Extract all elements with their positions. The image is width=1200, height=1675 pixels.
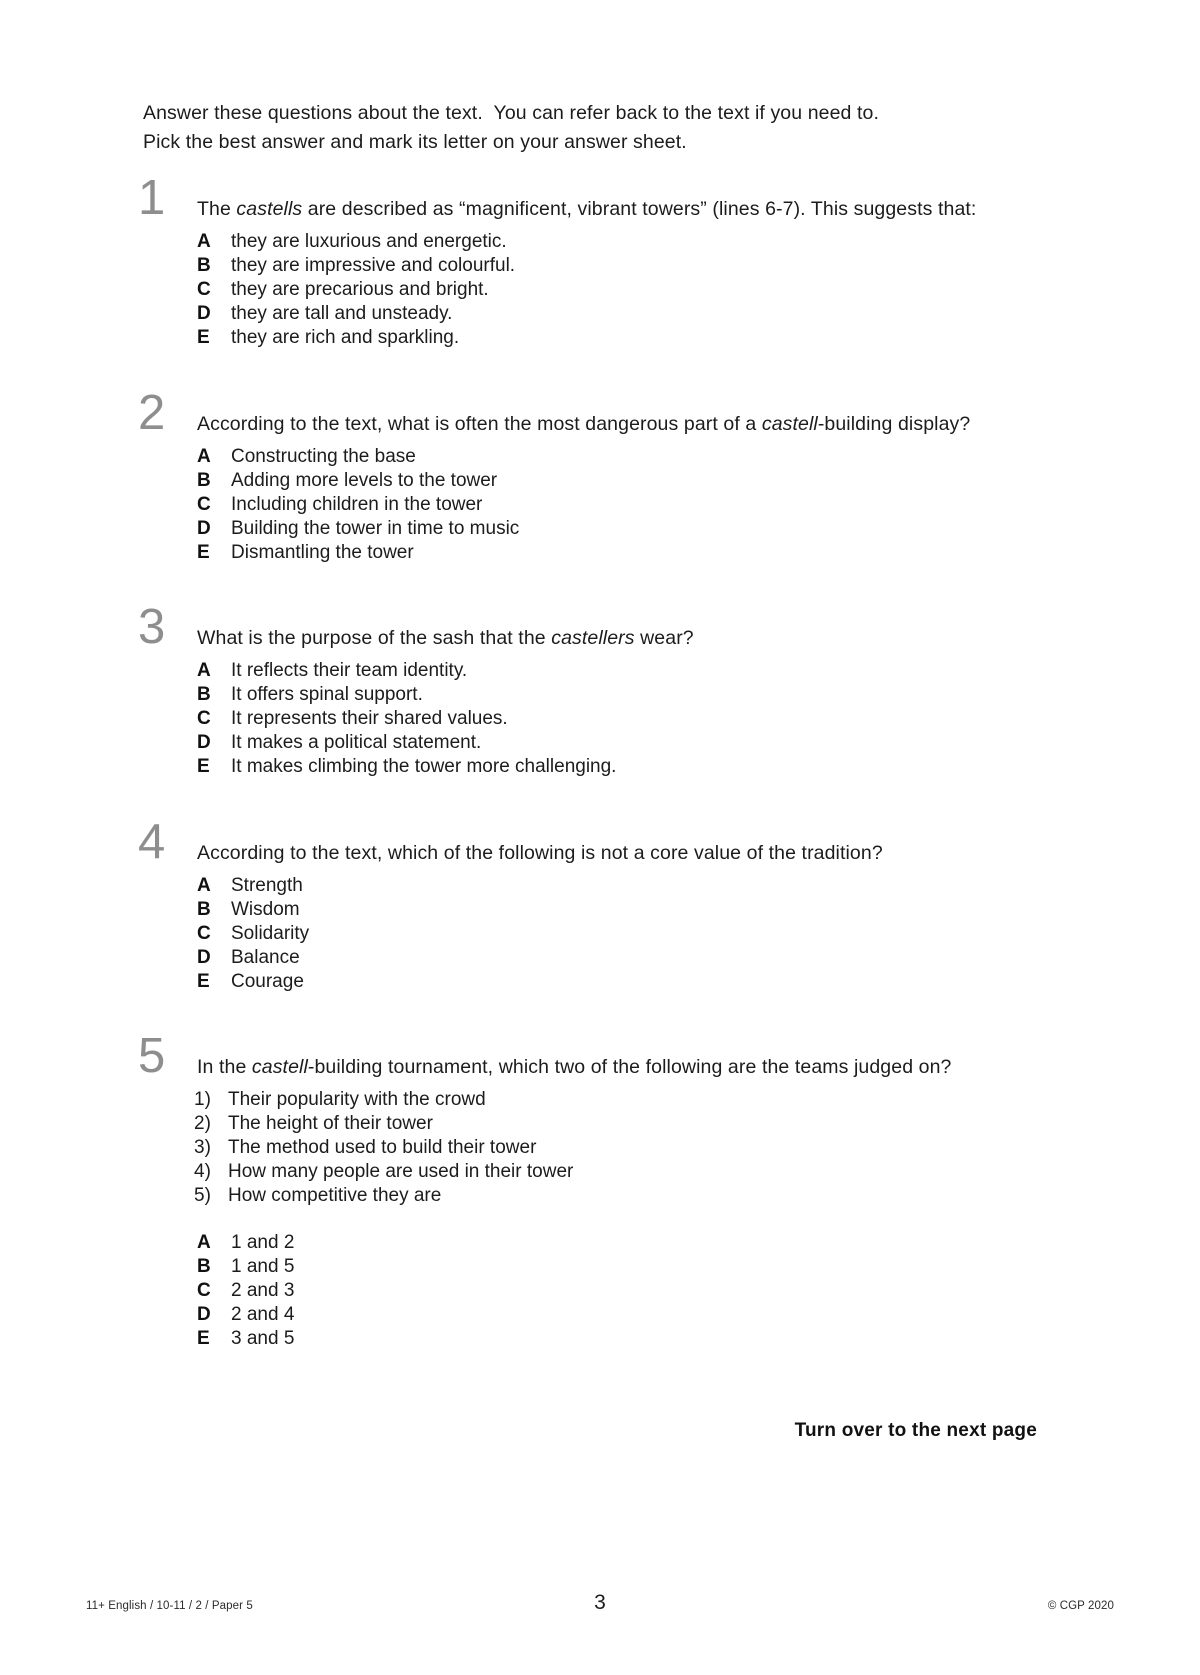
option-letter: E bbox=[197, 971, 210, 992]
option-letter: C bbox=[197, 279, 211, 300]
option-list-3 bbox=[197, 659, 1057, 779]
option-row[interactable] bbox=[197, 707, 1057, 731]
sub-item-text: Their popularity with the crowd bbox=[228, 1089, 486, 1110]
option-row[interactable] bbox=[197, 1255, 1057, 1279]
option-letter: E bbox=[197, 756, 210, 777]
sub-item-marker: 3) bbox=[194, 1137, 211, 1158]
option-text: 3 and 5 bbox=[231, 1328, 295, 1349]
sub-item-row bbox=[194, 1088, 1054, 1112]
option-list-4 bbox=[197, 874, 1057, 994]
option-text: Dismantling the tower bbox=[231, 542, 414, 563]
option-text: Constructing the base bbox=[231, 446, 416, 467]
option-text: 1 and 5 bbox=[231, 1256, 295, 1277]
sub-item-text: The method used to build their tower bbox=[228, 1137, 537, 1158]
footer-copyright: © CGP 2020 bbox=[1047, 1600, 1114, 1612]
option-letter: A bbox=[197, 875, 211, 896]
option-row[interactable] bbox=[197, 1279, 1057, 1303]
option-letter: D bbox=[197, 732, 211, 753]
option-row[interactable] bbox=[197, 1231, 1057, 1255]
option-text: It reflects their team identity. bbox=[231, 660, 468, 681]
option-list-5 bbox=[197, 1231, 1057, 1351]
option-letter: E bbox=[197, 327, 210, 348]
question-stem-4: According to the text, which of the following is not a core value of the tradition? bbox=[197, 842, 883, 864]
option-text: they are precarious and bright. bbox=[231, 279, 489, 300]
option-letter: D bbox=[197, 303, 211, 324]
option-text: 1 and 2 bbox=[231, 1232, 295, 1253]
sub-item-marker: 5) bbox=[194, 1185, 211, 1206]
option-letter: C bbox=[197, 923, 211, 944]
option-row[interactable] bbox=[197, 946, 1057, 970]
option-row[interactable] bbox=[197, 493, 1057, 517]
option-row[interactable] bbox=[197, 1327, 1057, 1351]
option-letter: A bbox=[197, 446, 211, 467]
option-row[interactable] bbox=[197, 683, 1057, 707]
option-letter: B bbox=[197, 684, 211, 705]
instructions-block bbox=[143, 99, 1043, 157]
question-number-5: 5 bbox=[138, 1029, 165, 1083]
question-stem-1: The castells are described as “magnificent, vibrant towers” (lines 6-7). This suggests that: bbox=[197, 198, 977, 220]
option-text: they are rich and sparkling. bbox=[231, 327, 460, 348]
option-text: they are tall and unsteady. bbox=[231, 303, 453, 324]
option-text: they are luxurious and energetic. bbox=[231, 231, 507, 252]
option-letter: B bbox=[197, 470, 211, 491]
question-number-3: 3 bbox=[138, 600, 165, 654]
option-row[interactable] bbox=[197, 469, 1057, 493]
sub-item-marker: 1) bbox=[194, 1089, 211, 1110]
question-stem-2: According to the text, what is often the most dangerous part of a castell-building display? bbox=[197, 413, 971, 435]
sub-item-list-5 bbox=[194, 1088, 1054, 1208]
option-row[interactable] bbox=[197, 302, 1057, 326]
option-text: It makes climbing the tower more challenging. bbox=[231, 756, 617, 777]
option-letter: A bbox=[197, 1232, 211, 1253]
option-text: they are impressive and colourful. bbox=[231, 255, 516, 276]
option-letter: C bbox=[197, 708, 211, 729]
sub-item-row bbox=[194, 1112, 1054, 1136]
option-letter: E bbox=[197, 542, 210, 563]
footer-page-number: 3 bbox=[594, 1591, 606, 1614]
option-text: 2 and 3 bbox=[231, 1280, 295, 1301]
question-number-2: 2 bbox=[138, 386, 165, 440]
option-letter: D bbox=[197, 947, 211, 968]
instructions-line-2: Pick the best answer and mark its letter on your answer sheet. bbox=[143, 131, 687, 153]
sub-item-row bbox=[194, 1136, 1054, 1160]
sub-item-text: How many people are used in their tower bbox=[228, 1161, 574, 1182]
option-row[interactable] bbox=[197, 659, 1057, 683]
option-letter: B bbox=[197, 1256, 211, 1277]
option-text: It makes a political statement. bbox=[231, 732, 482, 753]
sub-item-row bbox=[194, 1160, 1054, 1184]
option-row[interactable] bbox=[197, 970, 1057, 994]
option-list-2 bbox=[197, 445, 1057, 565]
option-letter: B bbox=[197, 899, 211, 920]
option-row[interactable] bbox=[197, 1303, 1057, 1327]
option-row[interactable] bbox=[197, 731, 1057, 755]
option-text: It offers spinal support. bbox=[231, 684, 423, 705]
option-text: Strength bbox=[231, 875, 303, 896]
sub-item-marker: 4) bbox=[194, 1161, 211, 1182]
footer-paper-reference: 11+ English / 10-11 / 2 / Paper 5 bbox=[86, 1600, 253, 1612]
option-letter: D bbox=[197, 1304, 211, 1325]
option-row[interactable] bbox=[197, 755, 1057, 779]
option-text: Adding more levels to the tower bbox=[231, 470, 498, 491]
sub-item-text: The height of their tower bbox=[228, 1113, 433, 1134]
option-text: Solidarity bbox=[231, 923, 310, 944]
option-row[interactable] bbox=[197, 445, 1057, 469]
option-list-1 bbox=[197, 230, 1057, 350]
option-text: 2 and 4 bbox=[231, 1304, 295, 1325]
option-row[interactable] bbox=[197, 230, 1057, 254]
question-stem-5: In the castell-building tournament, which two of the following are the teams judged on? bbox=[197, 1056, 952, 1078]
option-row[interactable] bbox=[197, 254, 1057, 278]
option-text: It represents their shared values. bbox=[231, 708, 508, 729]
option-row[interactable] bbox=[197, 898, 1057, 922]
option-text: Building the tower in time to music bbox=[231, 518, 520, 539]
question-number-4: 4 bbox=[138, 815, 165, 869]
option-letter: B bbox=[197, 255, 211, 276]
option-text: Courage bbox=[231, 971, 304, 992]
instructions-line-1: Answer these questions about the text. You can refer back to the text if you need to. bbox=[143, 102, 879, 124]
turn-over-note: Turn over to the next page bbox=[794, 1420, 1037, 1441]
option-letter: D bbox=[197, 518, 211, 539]
option-letter: A bbox=[197, 231, 211, 252]
option-row[interactable] bbox=[197, 278, 1057, 302]
option-text: Wisdom bbox=[231, 899, 300, 920]
option-text: Balance bbox=[231, 947, 300, 968]
option-letter: E bbox=[197, 1328, 210, 1349]
option-row[interactable] bbox=[197, 541, 1057, 565]
sub-item-marker: 2) bbox=[194, 1113, 211, 1134]
option-letter: C bbox=[197, 494, 211, 515]
question-stem-3: What is the purpose of the sash that the castellers wear? bbox=[197, 627, 694, 649]
option-text: Including children in the tower bbox=[231, 494, 483, 515]
option-letter: A bbox=[197, 660, 211, 681]
option-row[interactable] bbox=[197, 874, 1057, 898]
sub-item-row bbox=[194, 1184, 1054, 1208]
question-number-1: 1 bbox=[138, 171, 165, 225]
option-letter: C bbox=[197, 1280, 211, 1301]
option-row[interactable] bbox=[197, 326, 1057, 350]
sub-item-text: How competitive they are bbox=[228, 1185, 442, 1206]
option-row[interactable] bbox=[197, 922, 1057, 946]
option-row[interactable] bbox=[197, 517, 1057, 541]
